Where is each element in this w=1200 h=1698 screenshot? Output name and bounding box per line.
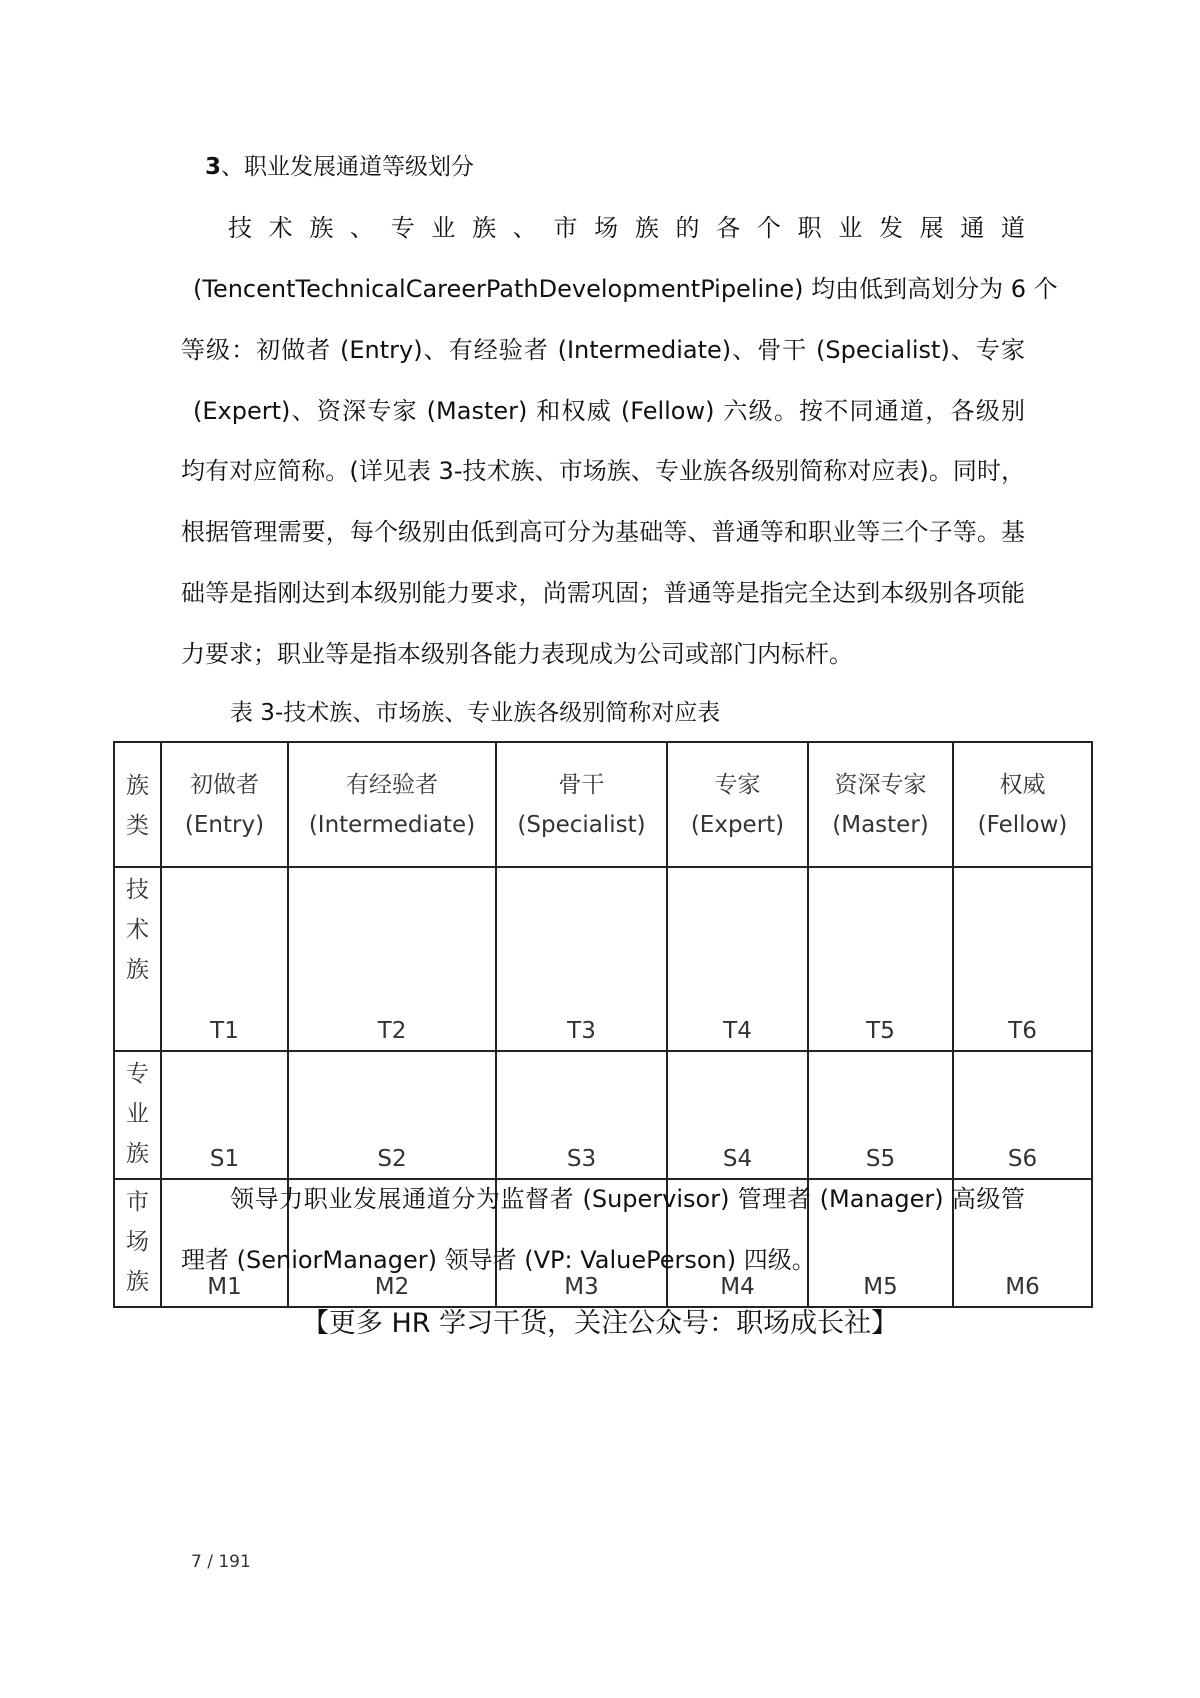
paragraph-line: 根据管理需要，每个级别由低到高可分为基础等、普通等和职业等三个子等。基	[181, 518, 1025, 546]
family-cell	[114, 1051, 161, 1179]
code-cell: M1	[161, 1179, 288, 1307]
column-header	[667, 742, 808, 867]
paragraph-line: 理者 (SeniorManager) 领导者 (VP: ValuePerson) 四级。	[181, 1246, 816, 1274]
column-en: (Entry)	[184, 811, 265, 838]
family-char: 场	[126, 1229, 149, 1255]
paragraph-line: 均有对应简称。(详见表 3-技术族、市场族、专业族各级别简称对应表)。同时，	[181, 457, 1025, 485]
column-header	[808, 742, 953, 867]
code-cell: S1	[161, 1051, 288, 1179]
paragraph-line: 等级：初做者 (Entry)、有经验者 (Intermediate)、骨干 (Specialist)、专家	[181, 336, 1025, 364]
code-cell: T5	[808, 867, 953, 1051]
column-en: (Expert)	[690, 811, 785, 838]
code-cell: S2	[288, 1051, 496, 1179]
table-row	[114, 1051, 1092, 1179]
table-row	[114, 867, 1092, 1051]
column-en: (Intermediate)	[308, 811, 476, 838]
family-char: 业	[126, 1101, 149, 1127]
paragraph-line: (TencentTechnicalCareerPathDevelopmentPipeline) 均由低到高划分为 6 个	[193, 275, 1058, 303]
column-en: (Master)	[832, 811, 929, 838]
column-en: (Specialist)	[517, 811, 646, 838]
code-cell: S5	[808, 1051, 953, 1179]
corner-char: 族	[126, 772, 149, 799]
column-en: (Fellow)	[977, 811, 1068, 838]
section-number: 3	[205, 154, 222, 180]
column-cn: 有经验者	[346, 771, 438, 798]
column-header	[288, 742, 496, 867]
table-caption: 表 3-技术族、市场族、专业族各级别简称对应表	[230, 700, 721, 726]
corner-cell	[114, 742, 161, 867]
paragraph-line: 领导力职业发展通道分为监督者 (Supervisor) 管理者 (Manager) 高级管	[230, 1185, 1025, 1213]
code-cell: T6	[953, 867, 1092, 1051]
code-cell: M6	[953, 1179, 1092, 1307]
paragraph-line: 技术族、专业族、市场族的各个职业发展通道	[228, 214, 1025, 242]
code-cell: T3	[496, 867, 667, 1051]
code-cell: S6	[953, 1051, 1092, 1179]
code-cell: T2	[288, 867, 496, 1051]
column-header	[953, 742, 1092, 867]
family-char: 族	[126, 957, 149, 983]
table-header-row	[114, 742, 1092, 867]
column-cn: 骨干	[558, 771, 605, 798]
family-char: 市	[126, 1189, 149, 1215]
paragraph-line: 力要求；职业等是指本级别各能力表现成为公司或部门内标杆。	[181, 640, 853, 668]
family-cell	[114, 1179, 161, 1307]
family-char: 术	[126, 917, 149, 943]
code-cell: M4	[667, 1179, 808, 1307]
family-cell	[114, 867, 161, 1051]
code-cell: M3	[496, 1179, 667, 1307]
paragraph-line: 础等是指刚达到本级别能力要求，尚需巩固；普通等是指完全达到本级别各项能	[181, 579, 1025, 607]
corner-char: 类	[126, 812, 149, 839]
level-table	[113, 741, 1093, 1308]
column-header	[496, 742, 667, 867]
family-char: 族	[126, 1269, 149, 1295]
column-cn: 专家	[714, 771, 761, 798]
column-header	[161, 742, 288, 867]
section-heading	[205, 152, 474, 182]
code-cell: M2	[288, 1179, 496, 1307]
column-cn: 资深专家	[834, 771, 927, 798]
code-cell: S4	[667, 1051, 808, 1179]
paragraph-line: (Expert)、资深专家 (Master) 和权威 (Fellow) 六级。按不同通道，各级别	[193, 397, 1025, 425]
column-cn: 初做者	[190, 771, 259, 798]
code-cell: T4	[667, 867, 808, 1051]
code-cell: T1	[161, 867, 288, 1051]
family-char: 专	[126, 1061, 149, 1087]
family-char: 技	[126, 877, 149, 903]
code-cell: M5	[808, 1179, 953, 1307]
promo-banner: 【更多 HR 学习干货，关注公众号：职场成长社】	[301, 1308, 899, 1339]
column-cn: 权威	[999, 771, 1046, 798]
code-cell: S3	[496, 1051, 667, 1179]
section-title: 、职业发展通道等级划分	[221, 154, 475, 180]
page-number: 7 / 191	[191, 1552, 251, 1572]
family-char: 族	[126, 1141, 149, 1167]
